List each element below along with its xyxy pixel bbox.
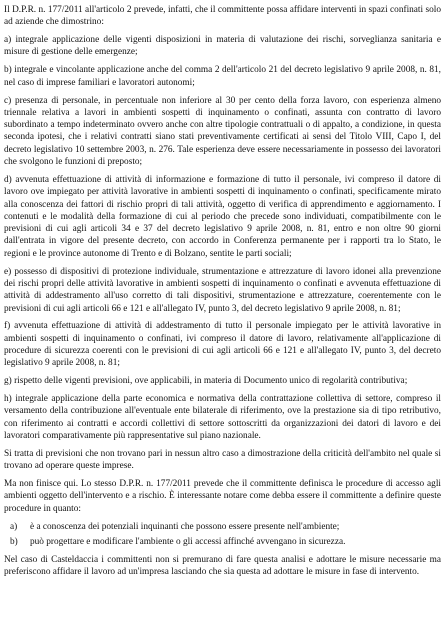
- list-marker: b): [10, 536, 18, 547]
- requirement-c: c) presenza di personale, in percentuale non inferiore al 30 per cento della forza lavoro, con esperienza almeno triennale relativa a lavori in ambienti sospetti di inquinamento o confinati, assunta con contratto di lavoro subordinato a tempo indeterminato ovvero anche con altre tipologie contrattuali o di appalto, a condizione, in questa seconda ipotesi, che i relativi contratti siano stati preventivamente certificati ai sensi del Titolo VIII, Capo I, del decreto legislativo 10 settembre 2003, n. 276. Tale esperienza deve essere necessariamente in possesso dei lavoratori che svolgono le funzioni di preposto;: [4, 95, 441, 168]
- list-item: [4, 521, 441, 533]
- procedures-intro-paragraph: Ma non finisce qui. Lo stesso D.P.R. n. 177/2011 prevede che il committente definisca le procedure di accesso agli ambienti oggetto dell'intervento e a rischio. È interessante notare come debba essere il committente a definire queste procedure in quanto:: [4, 479, 441, 514]
- list-item: [4, 536, 441, 548]
- list-marker: a): [10, 521, 18, 532]
- list-item-text: è a conoscenza dei potenziali inquinanti che possono essere presente nell'ambiente;: [30, 521, 340, 532]
- procedure-list: [4, 521, 441, 549]
- requirement-h: h) integrale applicazione della parte economica e normativa della contrattazione collettiva di settore, compreso il versamento della contribuzione all'eventuale ente bilaterale di riferimento, ove la prestazione sia di tipo retributivo, con riferimento ai contratti e accordi collettivi di settore sottoscritti da organizzazioni dei datori di lavoro e dei lavoratori comparativamente più rappresentative sul piano nazionale.: [4, 394, 441, 441]
- requirement-a: a) integrale applicazione delle vigenti disposizioni in materia di valutazione dei rischi, sorveglianza sanitaria e misure di gestione delle emergenze;: [4, 35, 441, 58]
- note-paragraph: Si tratta di previsioni che non trovano pari in nessun altro caso a dimostrazione della criticità dell'ambito nel quale si trovano ad operare queste imprese.: [4, 448, 441, 472]
- requirement-b: b) integrale e vincolante applicazione anche del comma 2 dell'articolo 21 del decreto legislativo 9 aprile 2008, n. 81, nel caso di imprese familiari e lavoratori autonomi;: [4, 65, 441, 88]
- requirement-f: f) avvenuta effettuazione di attività di addestramento di tutto il personale impiegato per le attività lavorative in ambienti sospetti di inquinamento o confinati, ivi compreso il datore di lavoro, relativamente all'applicazione di procedure di sicurezza coerenti con le previsioni di cui agli articoli 66 e 121 e all'allegato IV, punto 3, del decreto legislativo 9 aprile 2008, n. 81;: [4, 321, 441, 369]
- requirement-e: e) possesso di dispositivi di protezione individuale, strumentazione e attrezzature di lavoro idonei alla prevenzione dei rischi propri delle attività lavorative in ambienti sospetti di inquinamento o confinati e avvenuta effettuazione di attività di addestramento all'uso corretto di tali dispositivi, strumentazione e attrezzature, coerentemente con le previsioni di cui agli articoli 66 e 121 e all'allegato IV, punto 3, del decreto legislativo 9 aprile 2008, n. 81;: [4, 266, 441, 314]
- list-item-text: può progettare e modificare l'ambiente o gli accessi affinché avvengano in sicurezza.: [30, 536, 346, 547]
- intro-paragraph: Il D.P.R. n. 177/2011 all'articolo 2 prevede, infatti, che il committente possa affidare interventi in spazi confinati solo ad aziende che dimostrino:: [4, 5, 441, 28]
- requirement-d: d) avvenuta effettuazione di attività di informazione e formazione di tutto il personale, ivi compreso il datore di lavoro ove impiegato per attività lavorative in ambienti sospetti di inquinamento o confinati, specificamente mirato alla conoscenza dei fattori di rischio propri di tali attività, oggetto di verifica di apprendimento e aggiornamento. I contenuti e le modalità della formazione di cui al periodo che precede sono individuati, compatibilmente con le previsioni di cui agli articoli 34 e 37 del decreto legislativo 9 aprile 2008, n. 81, entro e non oltre 90 giorni dall'entrata in vigore del presente decreto, con accordo in Conferenza permanente per i rapporti tra lo Stato, le regioni e le province autonome di Trento e di Bolzano, sentite le parti sociali;: [4, 174, 441, 259]
- requirement-g: g) rispetto delle vigenti previsioni, ove applicabili, in materia di Documento unico di regolarità contributiva;: [4, 376, 408, 387]
- closing-paragraph: Nel caso di Casteldaccia i committenti non si premurano di fare questa analisi e adottare le misure necessarie ma preferiscono affidare il lavoro ad un'impresa lasciando che sia questa ad adottare le misure in fase di intervento.: [4, 554, 441, 577]
